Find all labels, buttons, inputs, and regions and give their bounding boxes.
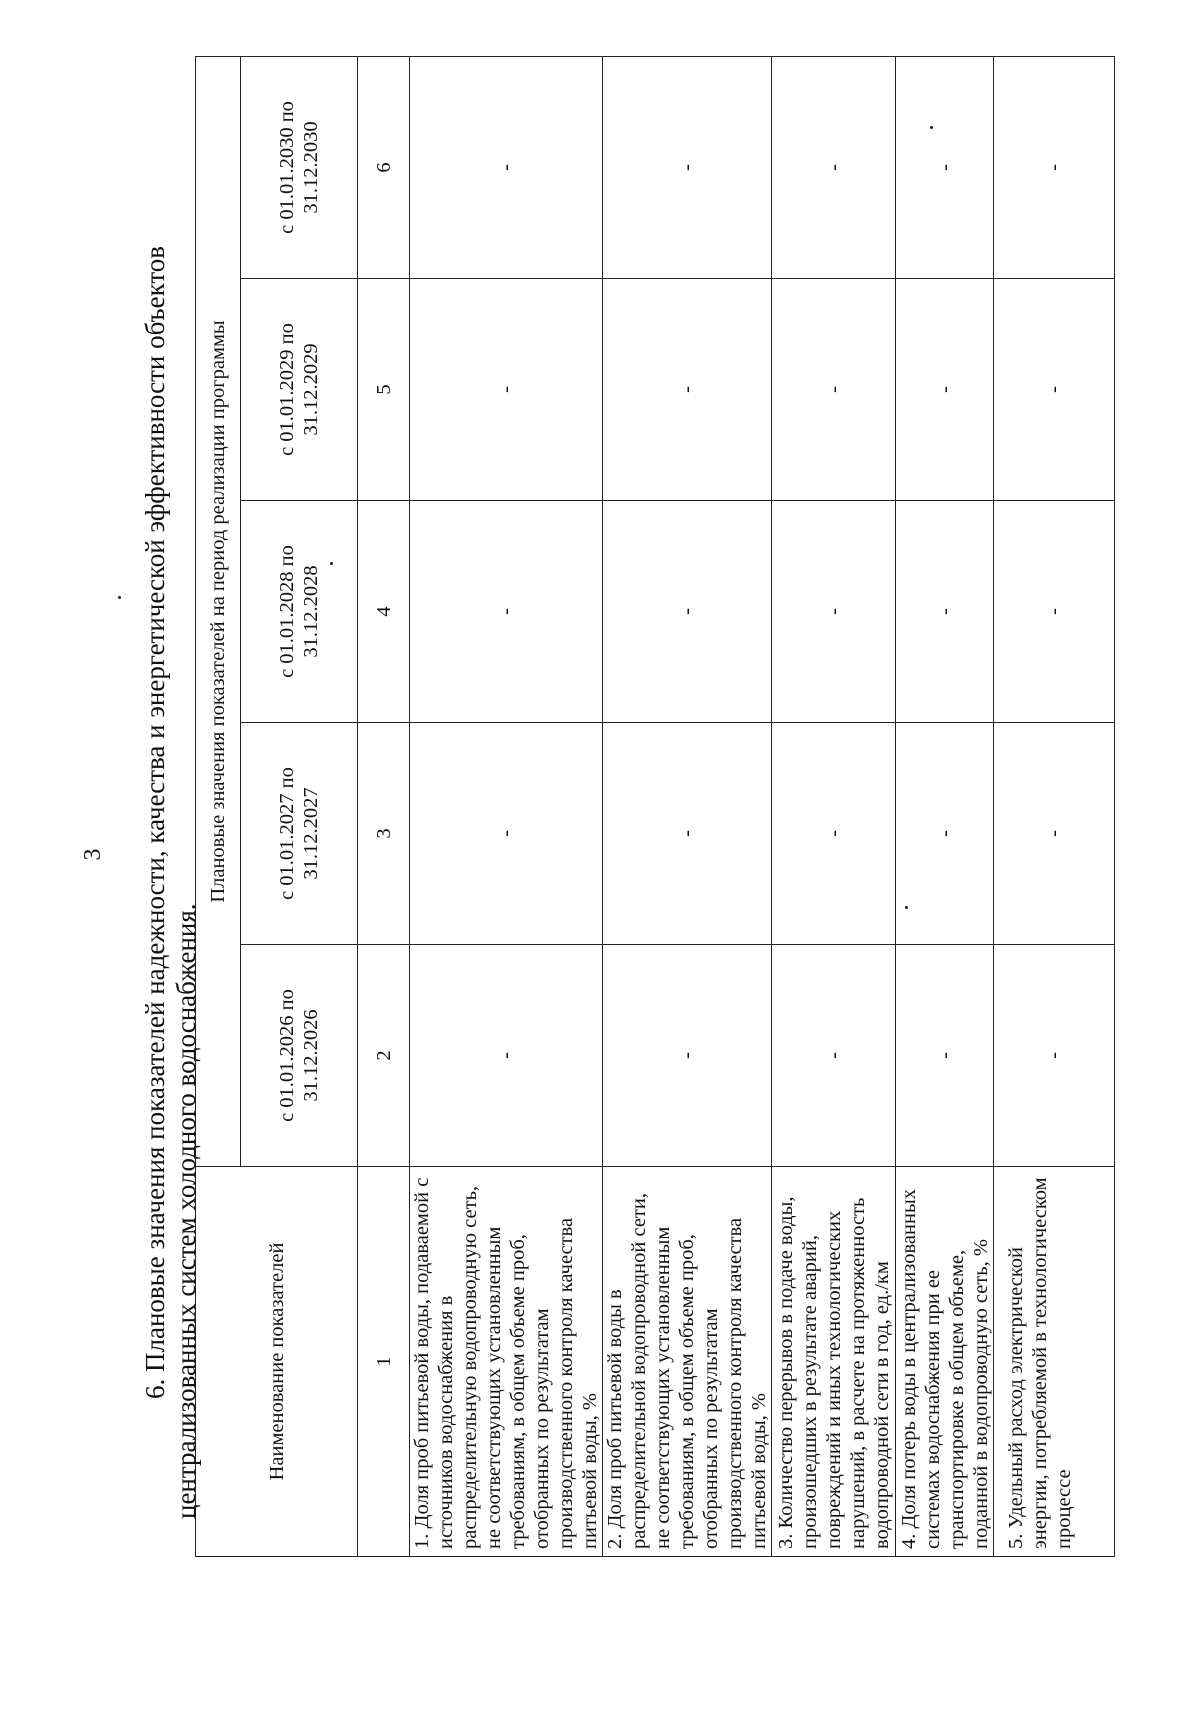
indicator-value: - [603,945,772,1167]
indicator-value: - [603,56,772,278]
column-number: 5 [358,279,410,501]
period-header-2028: с 01.01.2028 по 31.12.2028 [241,501,358,723]
period-header-2030: с 01.01.2030 по 31.12.2030 [241,56,358,278]
indicator-value: - [772,723,896,945]
indicator-name: 3. Количество перерывов в подаче воды, произошедших в результате аварий, повреждений и иных технологических нарушений, в расчете на протяженность водопроводной сети в год, ед./км [772,1167,896,1557]
period-header-2029: с 01.01.2029 по 31.12.2029 [241,279,358,501]
plan-indicators-table [195,56,1115,1557]
indicator-name: 4. Доля потерь воды в централизованных системах водоснабжения при ее транспортировке в общем объеме, поданной в водопроводную сеть, % [896,1167,994,1557]
column-number: 4 [358,501,410,723]
indicator-value: - [772,945,896,1167]
column-number: 3 [358,723,410,945]
table-row [772,56,896,1556]
indicator-value: - [410,501,603,723]
indicator-value: - [896,723,994,945]
table-row [410,56,603,1556]
indicator-value: - [994,56,1115,278]
period-header-2026: с 01.01.2026 по 31.12.2026 [241,945,358,1167]
planned-values-group-header: Плановые значения показателей на период реализации программы [196,56,241,1166]
table-row [896,56,994,1556]
indicator-value: - [410,945,603,1167]
indicator-value: - [772,501,896,723]
indicator-value: - [994,279,1115,501]
indicator-value: - [603,723,772,945]
indicator-value: - [410,723,603,945]
indicator-value: - [410,56,603,278]
name-column-header: Наименование показателей [196,1167,358,1557]
indicator-value: - [772,56,896,278]
section-heading: 6. Плановые значения показателей надежности, качества и энергетической эффективности объектов централизованных систем холодного водоснабжения. [140,245,201,1519]
indicator-value: - [410,279,603,501]
column-number-row [358,56,410,1556]
table-row [994,56,1115,1556]
indicator-value: - [896,279,994,501]
indicator-value: - [603,279,772,501]
indicator-name: 2. Доля проб питьевой воды в распределительной водопроводной сети, не соответствующих установленным требованиям, в общем объеме проб, отобранных по результатам производственного контроля качества питьевой воды, % [603,1167,772,1557]
indicator-value: - [896,501,994,723]
indicator-value: - [772,279,896,501]
scan-speck [118,596,121,599]
indicator-name: 5. Удельный расход электрической энергии, потребляемой в технологическом процессе [994,1167,1115,1557]
indicator-value: - [994,723,1115,945]
indicator-value: - [994,501,1115,723]
table-row [603,56,772,1556]
column-number: 2 [358,945,410,1167]
table-header-row [196,56,241,1556]
indicator-name: 1. Доля проб питьевой воды, подаваемой с источников водоснабжения в распределительную водопроводную сеть, не соответствующих установленным требованиям, в общем объеме проб, отобранных по результатам производственного контроля качества питьевой воды, % [410,1167,603,1557]
column-number: 1 [358,1167,410,1557]
period-header-2027: с 01.01.2027 по 31.12.2027 [241,723,358,945]
page-number: 3 [80,848,106,861]
indicator-value: - [896,945,994,1167]
column-number: 6 [358,56,410,278]
indicator-value: - [603,501,772,723]
indicator-value: - [994,945,1115,1167]
indicator-value: - [896,56,994,278]
